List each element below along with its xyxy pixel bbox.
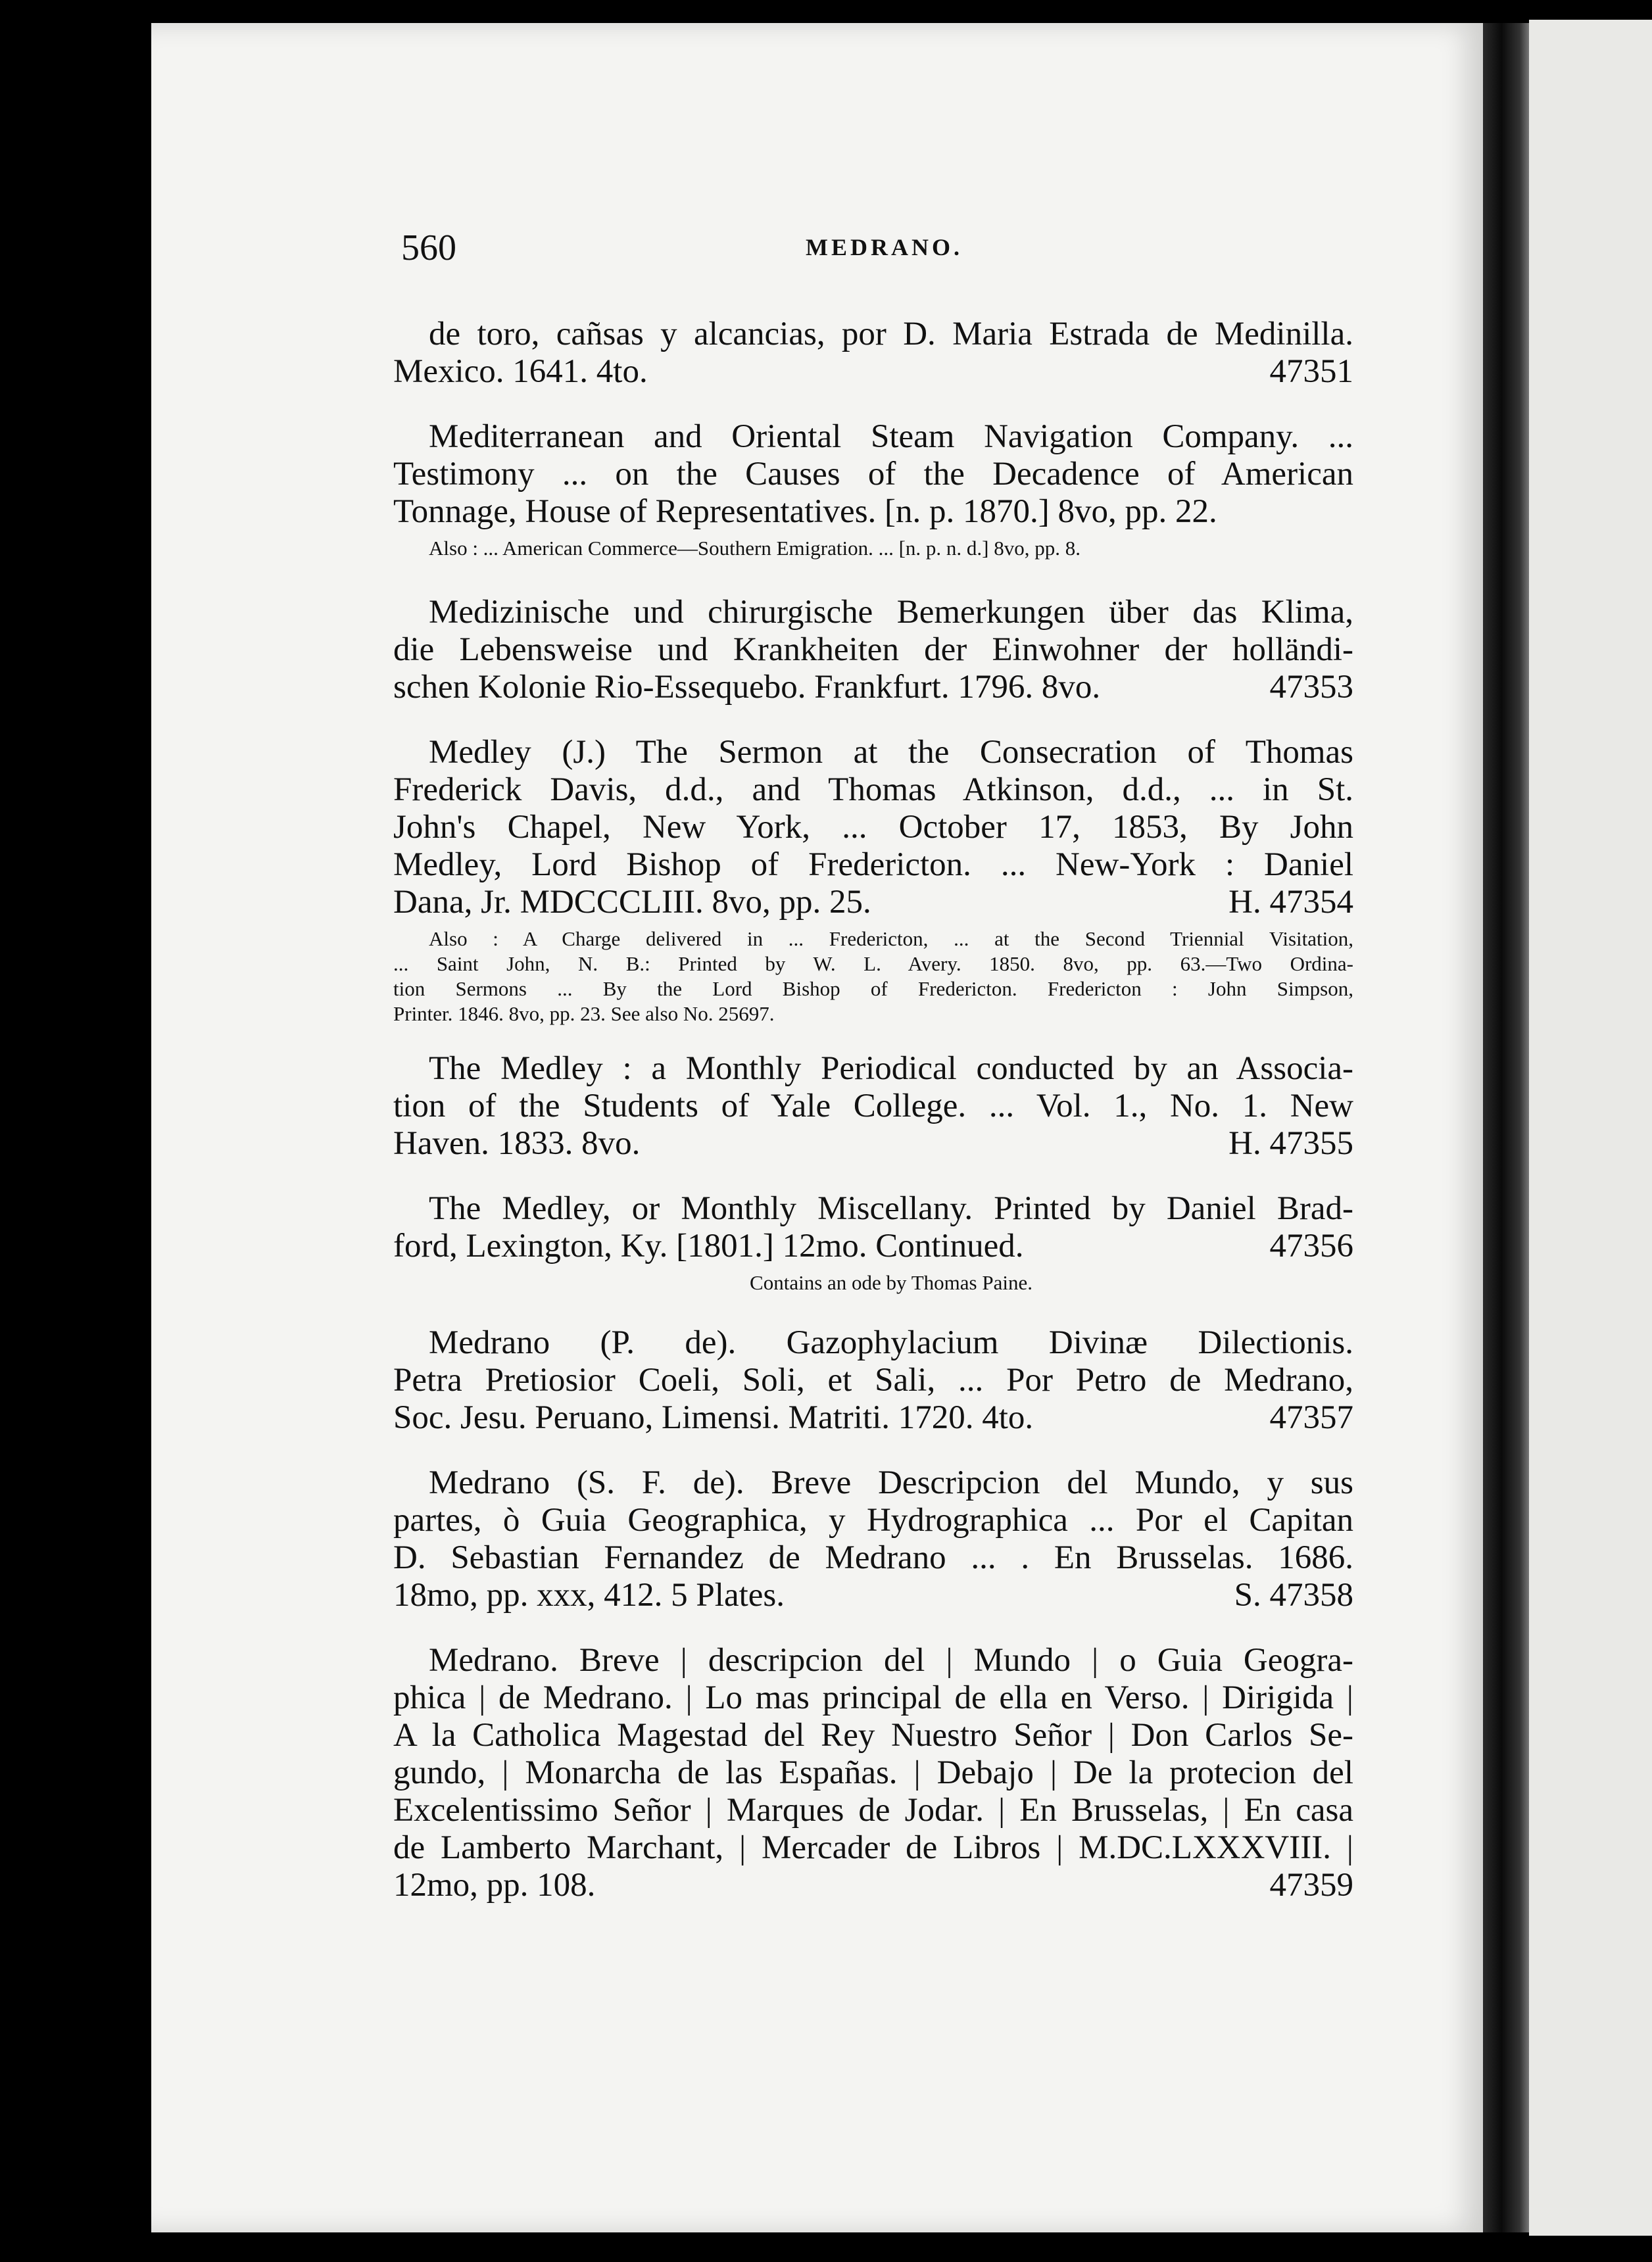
catalog-entries [393, 316, 1353, 1931]
entry-line: Mexico. 1641. 4to. [393, 353, 648, 390]
catalog-entry [393, 1324, 1353, 1437]
entry-line: 18mo, pp. xxx, 412. 5 Plates. [393, 1577, 785, 1614]
entry-spacer [393, 1437, 1353, 1464]
entry-spacer [393, 1163, 1353, 1190]
entry-spacer [393, 1614, 1353, 1642]
entry-line: phica | de Medrano. | Lo mas principal de ella en Verso. | Dirigida | [393, 1679, 1353, 1716]
entry-line: die Lebensweise und Krankheiten der Einwohner der holländi- [393, 631, 1353, 668]
entry-line: Haven. 1833. 8vo. [393, 1125, 641, 1162]
catalog-entry [393, 418, 1353, 531]
entry-line: tion of the Students of Yale College. ... Vol. 1., No. 1. New [393, 1088, 1353, 1124]
lot-number: S. 47358 [1234, 1577, 1353, 1614]
note-line: ... Saint John, N. B.: Printed by W. L. Avery. 1850. 8vo, pp. 63.—Two Ordina- [393, 952, 1353, 975]
lot-number: 47353 [1269, 669, 1353, 706]
entry-line: de Lamberto Marchant, | Mercader de Libros | M.DC.LXXXVIII. | [393, 1829, 1353, 1866]
entry-line: Medrano (P. de). Gazophylacium Divinæ Dilectionis. [429, 1324, 1353, 1361]
entry-line: Medrano. Breve | descripcion del | Mundo | o Guia Geogra- [429, 1642, 1353, 1679]
entry-line: The Medley, or Monthly Miscellany. Printed by Daniel Brad- [429, 1190, 1353, 1227]
entry-line: Frederick Davis, d.d., and Thomas Atkinson, d.d., ... in St. [393, 771, 1353, 808]
entry-line: A la Catholica Magestad del Rey Nuestro Señor | Don Carlos Se- [393, 1717, 1353, 1754]
lot-number: H. 47355 [1228, 1125, 1353, 1162]
lot-number: 47351 [1269, 353, 1353, 390]
book-gutter [1483, 23, 1529, 2232]
entry-note [393, 926, 1353, 1026]
entry-line: partes, ò Guia Geographica, y Hydrographica ... Por el Capitan [393, 1502, 1353, 1539]
lot-number: 47356 [1269, 1228, 1353, 1264]
entry-line: The Medley : a Monthly Periodical conducted by an Associa- [429, 1050, 1353, 1087]
catalog-entry [393, 1464, 1353, 1614]
entry-line: D. Sebastian Fernandez de Medrano ... . En Brusselas. 1686. [393, 1539, 1353, 1576]
entry-note [393, 536, 1353, 561]
entry-line: Petra Pretiosior Coeli, Soli, et Sali, ... Por Petro de Medrano, [393, 1362, 1353, 1399]
catalog-entry [393, 1642, 1353, 1904]
entry-line: Dana, Jr. MDCCCLIII. 8vo, pp. 25. [393, 884, 871, 921]
entry-spacer [393, 391, 1353, 418]
entry-line: 12mo, pp. 108. [393, 1867, 596, 1904]
entry-spacer [393, 561, 1353, 594]
entry-line: John's Chapel, New York, ... October 17, 1853, By John [393, 809, 1353, 846]
running-head: MEDRANO. [806, 234, 963, 260]
entry-line: schen Kolonie Rio-Essequebo. Frankfurt. 1796. 8vo. [393, 669, 1101, 706]
entry-line: Medley, Lord Bishop of Fredericton. ... New-York : Daniel [393, 846, 1353, 883]
note-line: Contains an ode by Thomas Paine. [750, 1271, 1032, 1294]
entry-line: ford, Lexington, Ky. [1801.] 12mo. Continued. [393, 1228, 1024, 1264]
lot-number: 47359 [1269, 1867, 1353, 1904]
catalog-entry [393, 1190, 1353, 1265]
catalog-entry [393, 734, 1353, 921]
entry-line: Excelentissimo Señor | Marques de Jodar. | En Brusselas, | En casa [393, 1792, 1353, 1829]
entry-spacer [393, 1904, 1353, 1931]
catalog-entry [393, 594, 1353, 706]
note-line: Also : A Charge delivered in ... Fredericton, ... at the Second Triennial Visitation, [429, 927, 1353, 950]
entry-line: de toro, cañsas y alcancias, por D. Maria Estrada de Medinilla. [429, 316, 1353, 352]
entry-spacer [393, 706, 1353, 734]
entry-line: Medley (J.) The Sermon at the Consecration of Thomas [429, 734, 1353, 771]
entry-line: Mediterranean and Oriental Steam Navigation Company. ... [429, 418, 1353, 455]
entry-spacer [393, 1026, 1353, 1050]
lot-number: 47357 [1269, 1399, 1353, 1436]
page-number: 560 [401, 228, 456, 268]
catalog-entry [393, 1050, 1353, 1163]
entry-note [393, 1270, 1353, 1295]
note-line: Also : ... American Commerce—Southern Emigration. ... [n. p. n. d.] 8vo, pp. 8. [429, 537, 1081, 560]
book-page-right-edge [1529, 20, 1652, 2236]
entry-line: Medizinische und chirurgische Bemerkungen über das Klima, [429, 594, 1353, 631]
note-line: Printer. 1846. 8vo, pp. 23. See also No. 25697. [393, 1002, 775, 1025]
lot-number: H. 47354 [1228, 884, 1353, 921]
entry-line: Soc. Jesu. Peruano, Limensi. Matriti. 1720. 4to. [393, 1399, 1034, 1436]
entry-spacer [393, 1295, 1353, 1324]
catalog-entry [393, 316, 1353, 391]
entry-line: Medrano (S. F. de). Breve Descripcion del Mundo, y sus [429, 1464, 1353, 1501]
note-line: tion Sermons ... By the Lord Bishop of Fredericton. Fredericton : John Simpson, [393, 977, 1353, 1000]
page-header [401, 227, 1348, 273]
entry-line: Testimony ... on the Causes of the Decadence of American [393, 456, 1353, 493]
entry-line: gundo, | Monarcha de las Españas. | Debajo | De la protecion del [393, 1754, 1353, 1791]
entry-line: Tonnage, House of Representatives. [n. p. 1870.] 8vo, pp. 22. [393, 493, 1217, 530]
